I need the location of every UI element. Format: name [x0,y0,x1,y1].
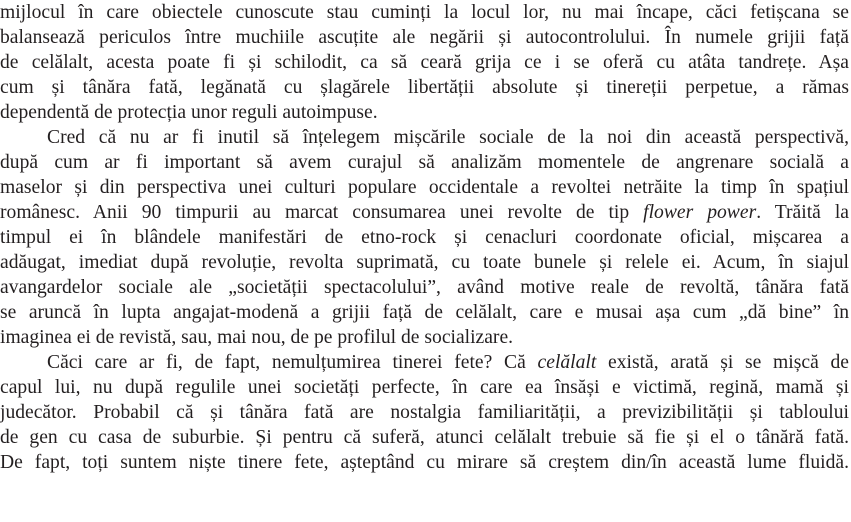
paragraph-1-line-1: mijlocul în care obiectele cunoscute stau cuminți la locul lor, nu mai încape, căci fetișcana se [0,2,849,23]
paragraph-2-line-1: Cred că nu ar fi inutil să înțelegem mișcările sociale de la noi din această perspectivă, [47,127,849,148]
paragraph-3-line-3: judecător. Probabil că și tânăra fată are nostalgia familiarității, a previzibilității și tabloului [0,402,849,423]
italic-phrase: celălalt [537,352,597,373]
paragraph-2-line-2: după cum ar fi important să avem curajul să analizăm momentele de angrenare socială a [0,152,849,173]
paragraph-3-line-2: capul lui, nu după regulile unei societăți perfecte, în care ea însăși e victimă, regină, mamă și [0,377,849,398]
text-segment: există, arată și se mișcă de [596,352,849,373]
paragraph-3-line-5: De fapt, toți suntem niște tinere fete, așteptând cu mirare să creștem din/în această lume fluidă. [0,452,849,473]
paragraph-2-line-9: imaginea ei de revistă, sau, mai nou, de pe profilul de socializare. [0,327,514,348]
paragraph-3-line-4: de gen cu casa de suburbie. Și pentru că suferă, atunci celălalt trebuie să fie și el o tânără fată. [0,427,849,448]
paragraph-3-line-1 [47,350,849,375]
paragraph-2-line-6: adăugat, imediat după revoluție, revolta suprimată, cu toate bunele și relele ei. Acum, în siajul [0,252,849,273]
paragraph-1-line-2: balansează periculos între muchiile ascuțite ale negării și autocontrolului. În numele grijii față [0,27,849,48]
text-segment: Căci care ar fi, de fapt, nemulțumirea tinerei fete? Că [47,352,538,373]
paragraph-2-line-7: avangardelor sociale ale „societății spectacolului”, având motive reale de revoltă, tânăra fată [0,277,849,298]
paragraph-2-line-4 [0,200,849,225]
text-segment: . Trăită la [756,202,849,223]
italic-phrase: flower power [643,202,757,223]
paragraph-1-line-3: de celălalt, acesta poate fi și schilodit, ca să ceară grija ce i se oferă cu atâta tandrețe. Așa [0,52,849,73]
paragraph-1-line-5: dependentă de protecția unor reguli autoimpuse. [0,102,378,123]
text-segment: românesc. Anii 90 timpurii au marcat consumarea unei revolte de tip [0,202,644,223]
paragraph-2-line-3: maselor și din perspectiva unei culturi populare occidentale a revoltei netrăite la timp în spațiul [0,177,849,198]
paragraph-1-line-4: cum și tânăra fată, legănată cu șlagărele libertății absolute și tinereții perpetue, a rămas [0,77,849,98]
paragraph-2-line-8: se aruncă în lupta angajat-modenă a grijii față de celălalt, care e musai așa cum „dă bine” în [0,302,849,323]
paragraph-2-line-5: timpul ei în blândele manifestări de etno-rock și cenacluri coordonate oficial, mișcarea a [0,227,849,248]
